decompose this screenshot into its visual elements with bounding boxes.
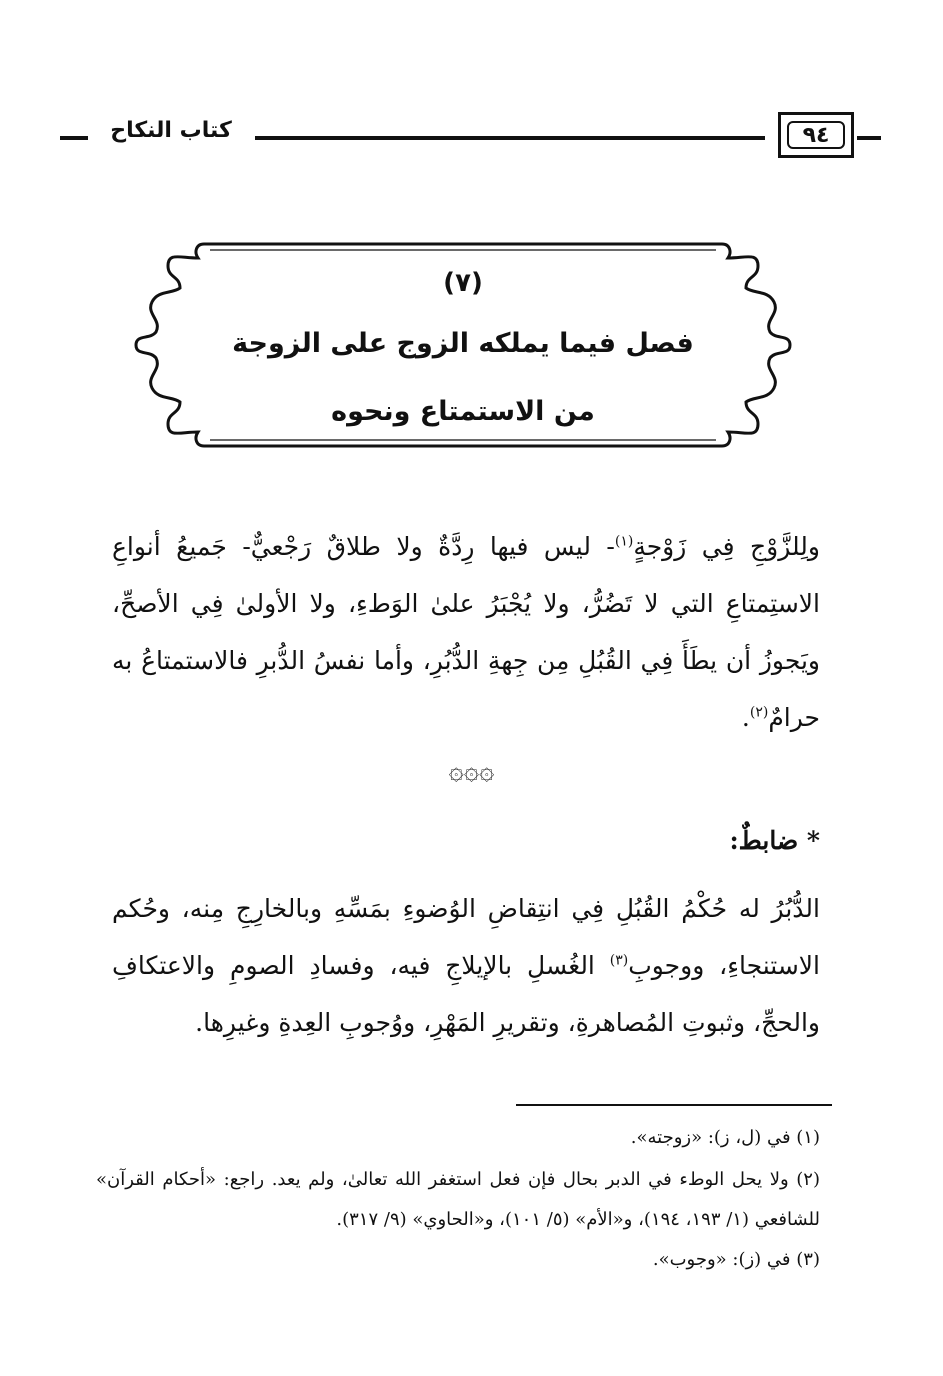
chapter-number: (٧) (443, 268, 483, 298)
page-number: ٩٤ (787, 121, 845, 149)
header-rule-left (60, 136, 88, 140)
paragraph-1-text-a: ولِلزَّوْجِ فِي زَوْجةٍ (633, 532, 820, 561)
header-rule-middle (255, 136, 765, 140)
running-header (60, 112, 830, 158)
footnote-separator-rule (516, 1104, 832, 1106)
header-rule-right (857, 136, 881, 140)
main-paragraph-2 (112, 880, 820, 1051)
chapter-title-line-2: من الاستمتاع ونحوه (331, 396, 595, 427)
paragraph-1-text-b: - ليس فيها رِدَّةٌ ولا طلاقٌ رَجْعيٌّ- جَميعُ أنواعِ الاستِمتاعِ التي لا تَضُرُّ، ولا يُجْبَرُ علىٰ الوَطءِ، ولا الأولىٰ فِي الأصحِّ، ويَجوزُ أن يطَأَ فِي القُبُلِ مِن جِهةِ الدُّبُرِ، وأما نفسُ الدُّبرِ فالاستمتاعُ به حرامٌ (112, 532, 820, 732)
book-title: كتاب النكاح (110, 118, 232, 143)
chapter-title-frame (118, 236, 808, 454)
footnote-marker-2: (٢) (749, 704, 769, 721)
paragraph-1-text-c: . (741, 703, 750, 732)
footnote-3: (٣) في (ز): «وجوب». (652, 1249, 820, 1270)
footnote-marker-3: (٣) (609, 952, 629, 969)
paragraph-2-text-b: الغُسلِ بالإيلاجِ فيه، وفسادِ الصومِ والاعتكافِ والحجِّ، وثبوتِ المُصاهرةِ، وتقريرِ المَهْرِ، ووُجوبِ العِدةِ وغيرِها. (112, 951, 820, 1037)
section-separator-ornament: ۞۞۞ (448, 756, 495, 786)
footnote-marker-1: (١) (614, 533, 634, 550)
footnote-1: (١) في (ل، ز): «زوجته». (630, 1127, 820, 1148)
chapter-title-line-1: فصل فيما يملكه الزوج على الزوجة (232, 328, 694, 359)
page-number-box (778, 112, 854, 158)
paragraph-2-text-a: الدُّبُرُ له حُكْمُ القُبُلِ فِي انتِقاضِ الوُضوءِ بمَسِّهِ وبالخارِجِ مِنه، وحُكم الاستنجاءِ، ووجوبِ (112, 894, 820, 980)
footnote-2: (٢) ولا يحل الوطء في الدبر بحال فإن فعل استغفر الله تعالىٰ، ولم يعد. راجع: «أحكام القرآن» للشافعي (١/ ١٩٣، ١٩٤)، و«الأم» (٥/ ١٠١)، و«الحاوي» (٩/ ٣١٧). (96, 1169, 820, 1230)
rule-heading: * ضابطٌ: (729, 826, 820, 855)
main-paragraph-1 (112, 518, 820, 746)
